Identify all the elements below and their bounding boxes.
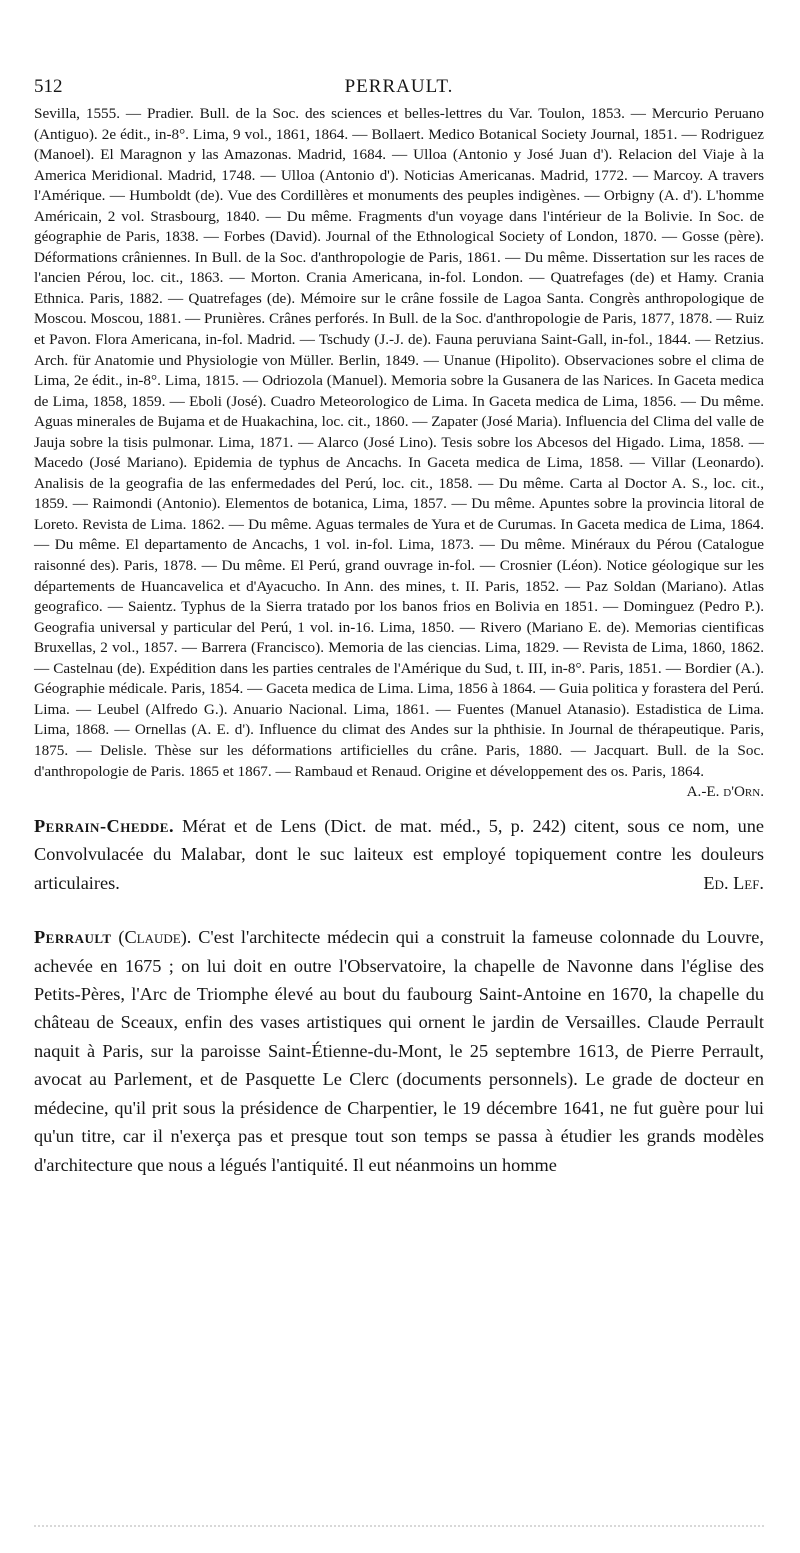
entry-perrault-claude-text: C'est l'architecte médecin qui a construit la fameuse colonnade du Louvre, achevée en 1675 ; on lui doit en outre l'Observatoire, la chapelle de Navonne dans l'église des Petits-Pères, l'Arc de Triomphe élevé au bout du faubourg Saint-Antoine en 1670, la chapelle du château de Sceaux, enfin des vases artistiques qui ornent le jardin de Versailles. Claude Perrault naquit à Paris, sur la paroisse Saint-Étienne-du-Mont, le 25 septembre 1613, de Pierre Perrault, avocat au Parlement, et de Pasquette Le Clerc (documents personnels). Le grade de docteur en médecine, qu'il prit sous la présidence de Charpentier, le 19 décembre 1641, ne fut guère pour lui qu'un titre, car il n'exerça pas et presque tout son temps se passa à étudier les grands modèles d'architecture que nous a légués l'antiquité. Il eut néanmoins un homme [34, 927, 764, 1175]
bibliography-body: Sevilla, 1555. — Pradier. Bull. de la Soc. des sciences et belles-lettres du Var. Toulon, 1853. — Mercurio Peruano (Antiguo). 2e édit., in-8°. Lima, 9 vol., 1861, 1864. — Bollaert. Medico Botanical Society Journal, 1851. — Rodriguez (Manoel). El Maragnon y las Amazonas. Madrid, 1684. — Ulloa (Antonio y José Juan d'). Relacion del Viaje à la America Meridional. Madrid, 1748. — Ulloa (Antonio d'). Noticias Americanas. Madrid, 1772. — Marcoy. A travers l'Amérique. — Humboldt (de). Vue des Cordillères et monuments des peuples indigènes. — Orbigny (A. d'). L'homme Américain, 2 vol. Strasbourg, 1840. — Du même. Fragments d'un voyage dans l'intérieur de la Bolivie. In Soc. de géographie de Paris, 1838. — Forbes (David). Journal of the Ethnological Society of London, 1870. — Gosse (père). Déformations crâniennes. In Bull. de la Soc. d'anthropologie de Paris, 1861. — Du même. Dissertation sur les races de l'ancien Pérou, loc. cit., 1863. — Morton. Crania Americana, in-fol. London. — Quatrefages (de) et Hamy. Crania Ethnica. Paris, 1882. — Quatrefages (de). Mémoire sur le crâne fossile de Lagoa Santa. Congrès anthropologique de Moscou. Moscou, 1881. — Prunières. Crânes perforés. In Bull. de la Soc. d'anthropologie de Paris, 1877, 1878. — Ruiz et Pavon. Flora Americana, in-fol. Madrid. — Tschudy (J.-J. de). Fauna peruviana Saint-Gall, in-fol., 1844. — Retzius. Arch. für Anatomie und Physiologie von Müller. Berlin, 1849. — Unanue (Hipolito). Observaciones sobre el clima de Lima, 2e édit., in-8°. Lima, 1815. — Odriozola (Manuel). Memoria sobre la Gusanera de las Narices. In Gaceta medica de Lima, 1858, 1859. — Eboli (José). Cuadro Meteorologico de Lima. In Gaceta medica de Lima, 1856. — Du même. Aguas minerales de Bujama et de Huakachina, loc. cit., 1860. — Zapater (José Maria). Influencia del Clima del valle de Jauja sobre la tisis pulmonar. Lima, 1871. — Alarco (José Lino). Tesis sobre los Abcesos del Higado. Lima, 1858. — Macedo (José Mariano). Epidemia de typhus de Ancachs. In Gaceta medica de Lima, 1858. — Villar (Leonardo). Analisis de la geografia de las enfermedades del Perú, loc. cit., 1858. — Du même. Carta al Doctor A. S., loc. cit., 1859. — Raimondi (Antonio). Elementos de botanica, Lima, 1857. — Du même. Apuntes sobre la provincia litoral de Loreto. Revista de Lima. 1862. — Du même. Aguas termales de Yura et de Curumas. In Gaceta medica de Lima, 1864. — Du même. El departamento de Ancachs, 1 vol. in-fol. Lima, 1873. — Du même. Minéraux du Pérou (Catalogue raisonné des). Paris, 1878. — Du même. El Perú, grand ouvrage in-fol. — Crosnier (Léon). Notice géologique sur les départements de Huancavelica et d'Ayacucho. In Ann. des mines, t. II. Paris, 1852. — Paz Soldan (Mariano). Atlas geografico. — Saientz. Typhus de la Sierra tratado por los banos frios en Bolivia en 1851. — Dominguez (Pedro P.). Geografia universal y particular del Perú, 1 vol. in-16. Lima, 1850. — Rivero (Mariano E. de). Memorias cientificas Bruxellas, 2 vol., 1857. — Barrera (Francisco). Memoria de las ciencias. Lima, 1829. — Revista de Lima, 1860, 1862. — Castelnau (de). Expédition dans les parties centrales de l'Amérique du Sud, t. III, in-8°. Paris, 1851. — Bordier (A.). Géographie médicale. Paris, 1854. — Gaceta medica de Lima. Lima, 1856 à 1864. — Guia politica y forastera del Perú. Lima. — Leubel (Alfredo G.). Anuario Nacional. Lima, 1861. — Fuentes (Manuel Atanasio). Estadistica de Lima. Lima, 1868. — Ornellas (A. E. d'). Influence du climat des Andes sur la phthisie. In Journal de thérapeutique. Paris, 1875. — Delisle. Thèse sur les déformations artificielles du crâne. Paris, 1880. — Jacquart. Bull. de la Soc. d'anthropologie de Paris. 1865 et 1867. — Rambaud et Renaud. Origine et développement des os. Paris, 1864. [34, 105, 765, 780]
page [34, 70, 764, 1179]
entry-perrain-chedde [34, 812, 764, 897]
page-number: 512 [34, 76, 63, 97]
entry-perrault-claude [34, 923, 764, 1179]
bibliography-block [34, 104, 765, 801]
headword-perrault: Perrault [34, 927, 112, 948]
running-head: PERRAULT. [344, 76, 454, 97]
entry-perrain-chedde-signature: Ed. Lef. [703, 872, 764, 893]
headword-given-name: (Claude). [118, 927, 192, 948]
headword-perrain-chedde: Perrain-Chedde. [34, 816, 175, 837]
page-header [34, 70, 764, 104]
bibliography-text [34, 104, 765, 801]
entry-perrain-chedde-text: Mérat et de Lens (Dict. de mat. méd., 5, p. 242) citent, sous ce nom, une Convolvulacée du Malabar, dont le suc laiteux est employé topiquement contre les douleurs articulaires. [34, 816, 764, 893]
bibliography-signature: A.-E. d'Orn. [686, 783, 764, 801]
bottom-rule [34, 1525, 764, 1529]
